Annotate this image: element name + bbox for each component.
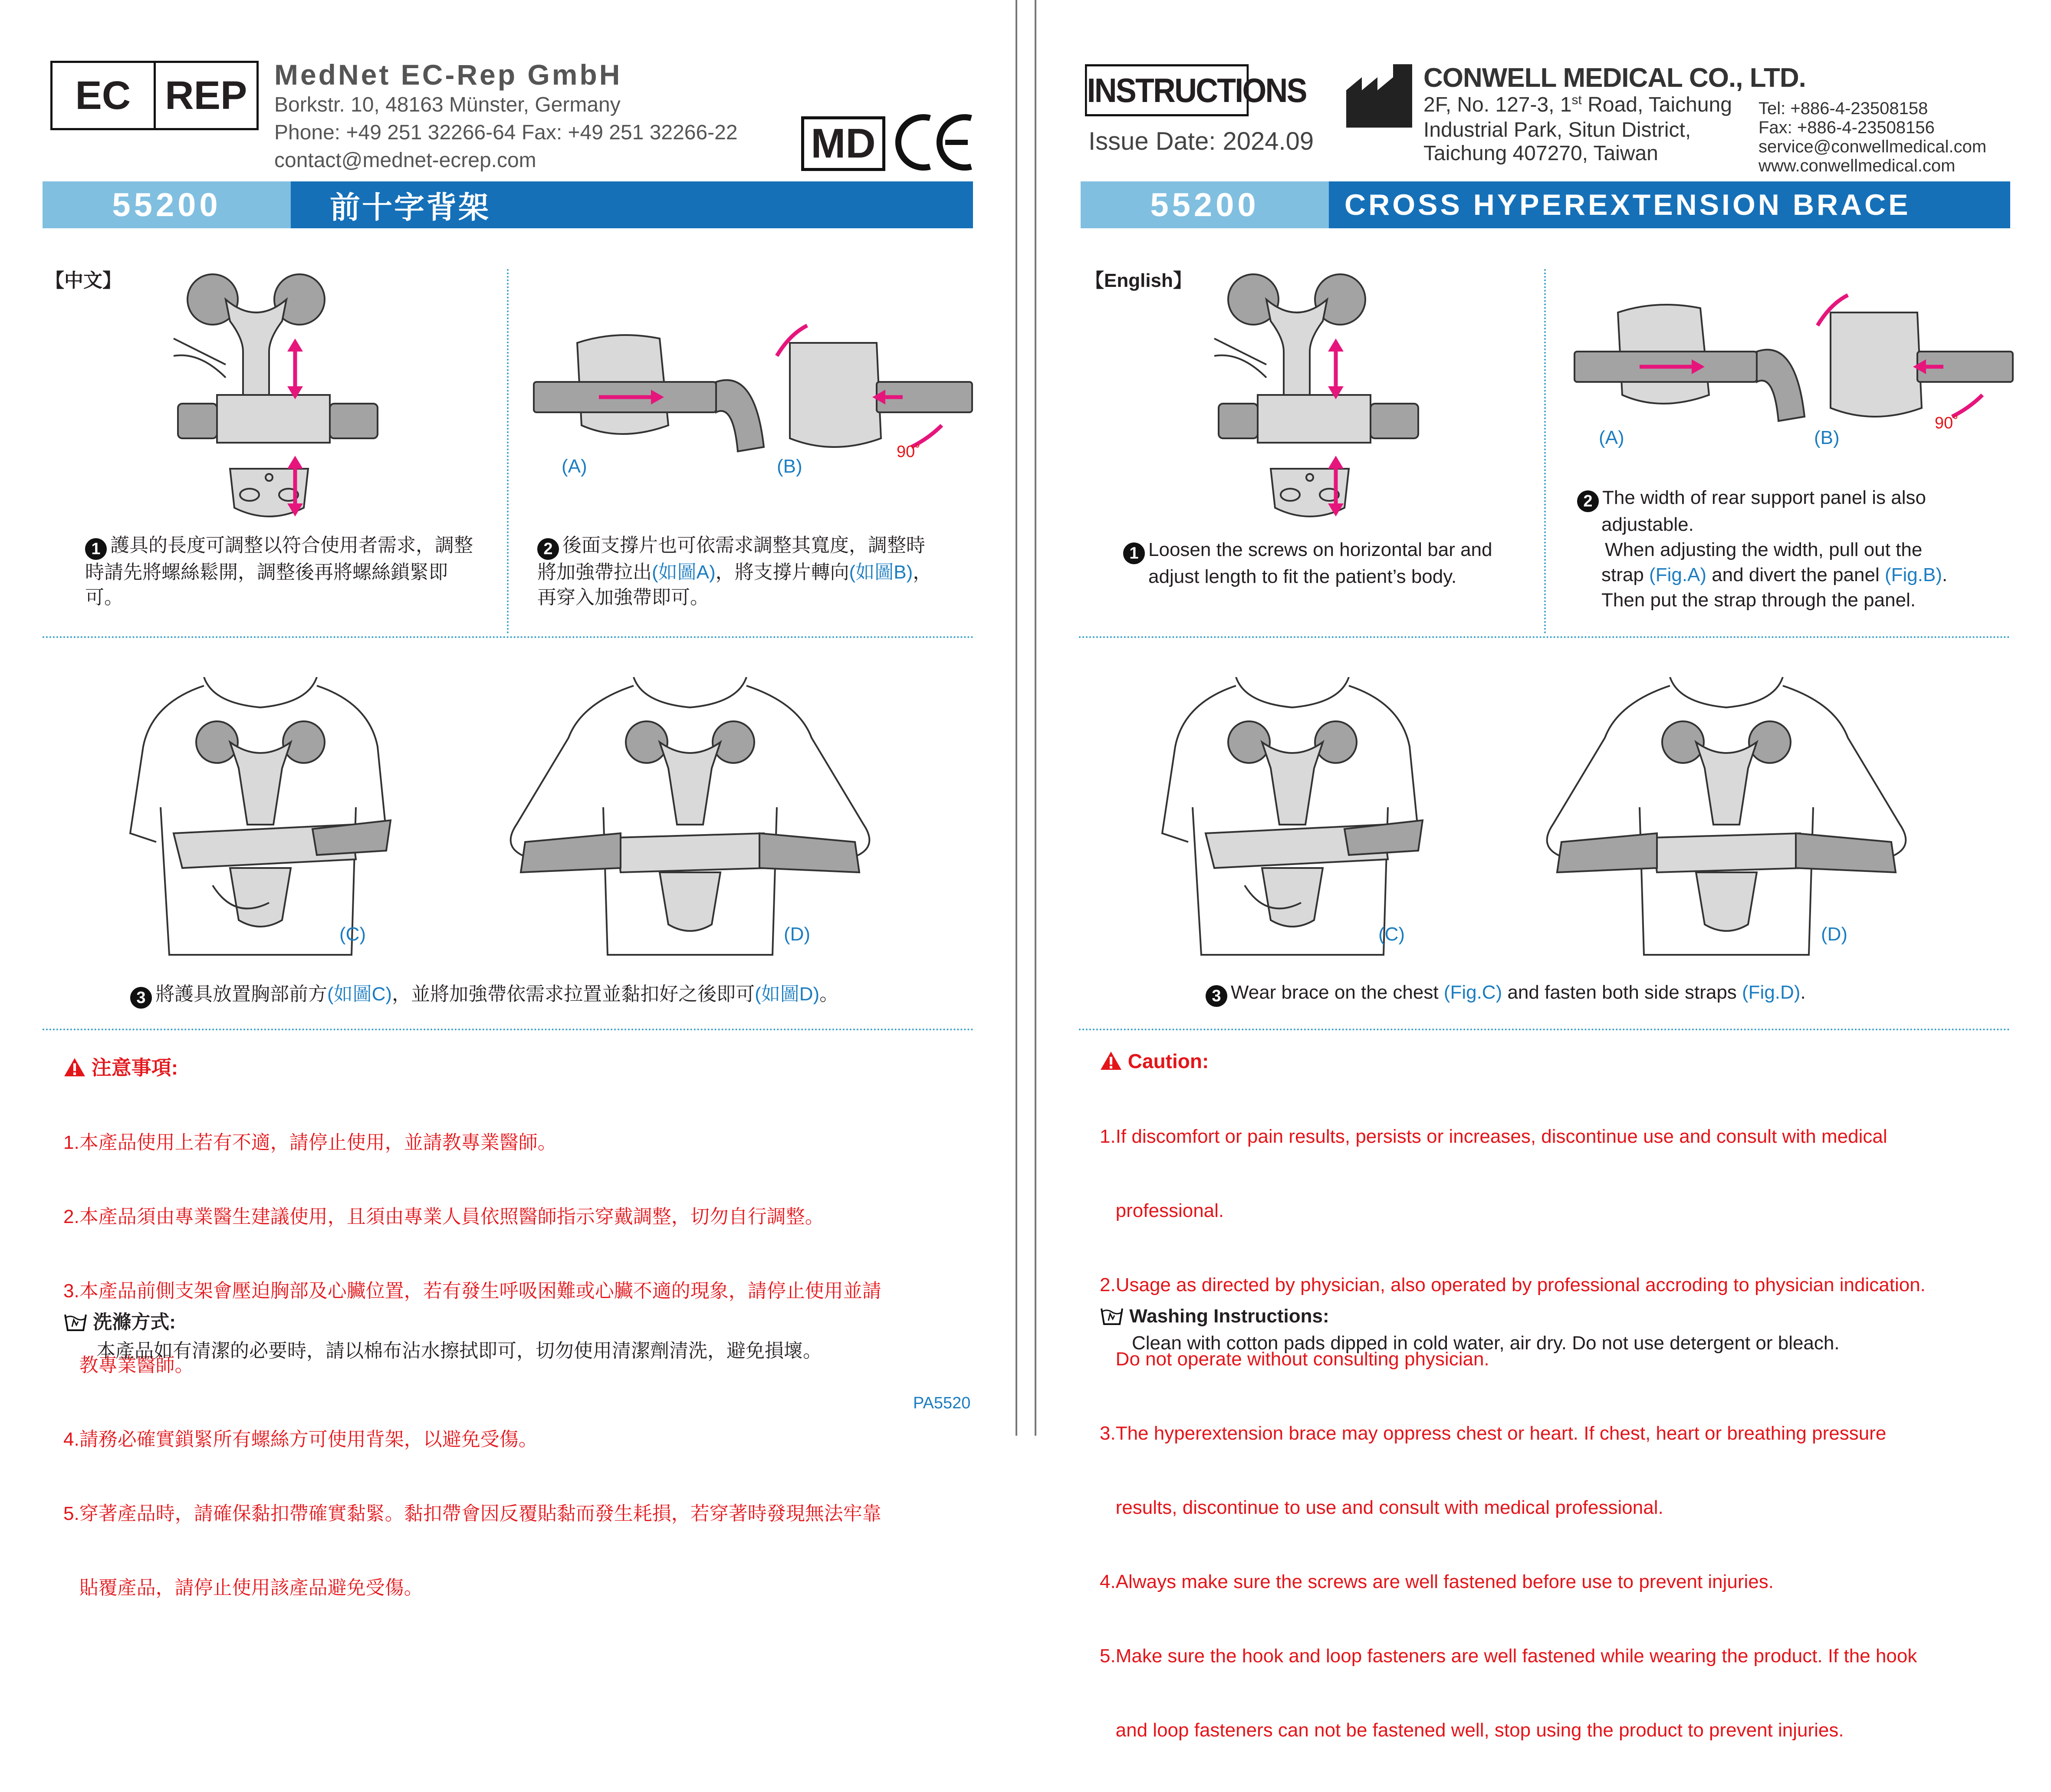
wearing-brace-figure-d: [1509, 677, 1952, 959]
washing-title: Washing Instructions:: [1129, 1305, 1329, 1327]
caution-item: professional.: [1100, 1200, 1224, 1221]
caution-item: Do not operate without consulting physician.: [1100, 1348, 1489, 1370]
washing-title: 洗滌方式:: [93, 1312, 176, 1333]
caution-list: [1100, 1075, 1926, 1792]
caution-title: 注意事項:: [91, 1056, 178, 1079]
wearing-brace-figure-c: [1158, 677, 1427, 959]
brace-adjust-illustration: [165, 265, 408, 525]
hand-wash-icon: [1100, 1306, 1124, 1326]
product-title-bar: [43, 181, 973, 228]
tel: Tel: +886-4-23508158: [1758, 99, 1928, 118]
caution-item: 1.If discomfort or pain results, persists or increases, discontinue use and consult with medical: [1100, 1126, 1887, 1147]
fig-b-ref: (Fig.B): [1885, 564, 1942, 585]
manufacturer-address-1: [1423, 93, 1732, 117]
caution-item: 2.Usage as directed by physician, also operated by professional accroding to physician indication.: [1100, 1274, 1926, 1296]
divider: [507, 269, 509, 634]
figure-b-label: (B): [777, 456, 802, 477]
caution-item: 1.本產品使用上若有不適，請停止使用，並請教專業醫師。: [63, 1132, 557, 1153]
caution-item: 貼覆產品，請停止使用該產品避免受傷。: [63, 1577, 423, 1598]
brace-adjust-illustration: [1206, 265, 1449, 525]
divider: [1079, 1029, 2010, 1030]
fig-c-ref: (Fig.C): [1443, 982, 1502, 1003]
caution-item: and loop fasteners can not be fastened well, stop using the product to prevent injuries.: [1100, 1720, 1844, 1741]
rep-email: contact@mednet-ecrep.com: [274, 149, 536, 172]
warning-icon: [63, 1057, 86, 1077]
language-label: 【English】: [1085, 270, 1192, 291]
rear-panel-illustration: [1570, 286, 2021, 430]
wearing-brace-figure-c: [126, 677, 395, 959]
step-2-body-mid: ，將支撐片轉向: [715, 562, 849, 583]
step-1-number: 1: [1123, 543, 1145, 564]
product-title-bar: [1081, 181, 2010, 228]
step-3-number: 3: [130, 987, 152, 1009]
angle-label: 90˚: [897, 443, 920, 461]
step-3-body-mid: ，並將加強帶依需求拉置並黏扣好之後即可: [392, 983, 755, 1005]
step-1-line: adjust length to fit the patient’s body.: [1148, 566, 1457, 587]
caution-item: 3.本產品前側支架會壓迫胸部及心臟位置，若有發生呼吸困難或心臟不適的現象，請停止使用並請: [63, 1280, 881, 1302]
step-2-line: [1577, 562, 1985, 588]
manufacturer-contact: [1758, 99, 1986, 175]
figure-d-label: (D): [1821, 924, 1848, 945]
warning-icon: [1100, 1051, 1122, 1071]
step-1-body: 護具的長度可調整以符合使用者需求，調整時請先將螺絲鬆開，調整後再將螺絲鎖緊即可。: [85, 535, 473, 608]
figure-c-label: (C): [1378, 924, 1405, 945]
step-3-body-mid: and fasten both side straps: [1502, 982, 1742, 1003]
step-2-number: 2: [1577, 490, 1599, 512]
caution-heading: [1100, 1049, 1209, 1073]
divider: [1079, 636, 2010, 638]
washing-heading: [1100, 1305, 1329, 1327]
caution-item: 4.請務必確實鎖緊所有螺絲方可使用背架，以避免受傷。: [63, 1429, 538, 1450]
step-3-number: 3: [1206, 985, 1227, 1007]
address-text: 2F, No. 127-3, 1: [1423, 93, 1572, 116]
divider: [43, 636, 974, 638]
manufacturer-name: CONWELL MEDICAL CO., LTD.: [1423, 63, 1806, 93]
step-2-body: and divert the panel: [1706, 564, 1885, 585]
caution-heading: [63, 1052, 178, 1081]
step-2-line: When adjusting the width, pull out the: [1605, 539, 1923, 560]
manufacturer-address-3: Taichung 407270, Taiwan: [1423, 142, 1658, 165]
washing-text: 本產品如有清潔的必要時，請以棉布沾水擦拭即可，切勿使用清潔劑清洗，避免損壞。: [96, 1340, 822, 1361]
step-2-number: 2: [537, 538, 559, 560]
fig-a-ref: (如圖A): [652, 562, 716, 583]
divider: [43, 1029, 974, 1030]
fig-d-ref: (Fig.D): [1742, 982, 1801, 1003]
step-3-body: Wear brace on the chest: [1231, 982, 1444, 1003]
figure-b-label: (B): [1814, 427, 1840, 448]
angle-label: 90˚: [1935, 414, 1959, 432]
rear-panel-illustration: [529, 317, 981, 460]
step-2-line: Then put the strap through the panel.: [1601, 589, 1916, 611]
step-2-line: adjustable.: [1601, 514, 1694, 535]
caution-item: 5.穿著產品時，請確保黏扣帶確實黏緊。黏扣帶會因反覆貼黏而發生耗損，若穿著時發現無法牢靠: [63, 1503, 881, 1524]
step-2-body-end: ，再穿入加強帶即可。: [537, 562, 932, 608]
figure-a-label: (A): [562, 456, 587, 477]
rep-phone: Phone: +49 251 32266-64 Fax: +49 251 32266-22: [274, 121, 738, 144]
english-page: [1035, 0, 2051, 1741]
fig-b-ref: (如圖B): [849, 562, 913, 583]
figure-a-label: (A): [1599, 427, 1624, 448]
rep-address: Borkstr. 10, 48163 Münster, Germany: [274, 93, 621, 116]
step-3-body-end: .: [1800, 982, 1806, 1003]
fig-d-ref: (如圖D): [755, 983, 820, 1005]
manufacturer-address-2: Industrial Park, Situn District,: [1423, 118, 1691, 141]
rep-company-name: MedNet EC-Rep GmbH: [274, 59, 622, 91]
caution-title: Caution:: [1127, 1050, 1209, 1072]
instructions-label: INSTRUCTIONS: [1085, 64, 1249, 116]
product-code: 55200: [43, 181, 291, 228]
step-1-number: 1: [85, 538, 107, 560]
caution-item: 2.本產品須由專業醫生建議使用，且須由專業人員依照醫師指示穿戴調整，切勿自行調整。: [63, 1206, 824, 1227]
caution-item: 4.Always make sure the screws are well fastened before use to prevent injuries.: [1100, 1571, 1774, 1592]
rep-label: REP: [154, 63, 257, 128]
product-name: CROSS HYPEREXTENSION BRACE: [1329, 181, 2010, 228]
language-label: 【中文】: [45, 270, 122, 291]
caution-item: 5.Make sure the hook and loop fasteners are well fastened while wearing the product. If the hook: [1100, 1645, 1917, 1667]
step-3-body: 將護具放置胸部前方: [155, 983, 327, 1005]
document-code: PA5520: [913, 1394, 971, 1412]
email: service@conwellmedical.com: [1758, 137, 1987, 156]
divider: [1544, 269, 1546, 634]
step-2-text: [1577, 485, 1985, 613]
step-2-line: [1577, 485, 1985, 512]
step-2-text: [537, 533, 937, 610]
step-1-line: [1123, 537, 1505, 564]
step-1-text: [85, 533, 476, 610]
step-3-body-end: 。: [819, 983, 839, 1005]
step-2-body: .: [1942, 564, 1948, 585]
product-code: 55200: [1081, 181, 1329, 228]
figure-c-label: (C): [339, 924, 366, 945]
issue-date: Issue Date: 2024.09: [1088, 127, 1314, 155]
ec-rep-symbol: [50, 61, 259, 130]
figure-d-label: (D): [784, 924, 811, 945]
address-superscript: st: [1571, 93, 1582, 107]
fig-a-ref: (Fig.A): [1649, 564, 1707, 585]
ce-mark-icon: [889, 112, 976, 173]
wearing-brace-figure-d: [473, 677, 916, 959]
address-text: Road, Taichung: [1581, 93, 1732, 116]
step-2-body: The width of rear support panel is also: [1602, 487, 1926, 508]
chinese-page: [0, 0, 1017, 1598]
step-3-text: [1206, 980, 1987, 1007]
md-symbol: MD: [801, 116, 885, 171]
fax: Fax: +886-4-23508156: [1758, 118, 1935, 137]
fig-c-ref: (如圖C): [327, 983, 392, 1005]
product-name: 前十字背架: [291, 181, 973, 228]
washing-heading: [63, 1306, 176, 1334]
ec-label: EC: [75, 73, 131, 118]
website: www.conwellmedical.com: [1758, 156, 1956, 175]
hand-wash-icon: [63, 1312, 88, 1332]
caution-list: [63, 1081, 881, 1650]
step-1-body: Loosen the screws on horizontal bar and: [1148, 539, 1492, 560]
step-2-body: strap: [1601, 564, 1650, 585]
manufacturer-icon: [1346, 64, 1412, 128]
step-1-text: [1123, 537, 1505, 589]
step-3-text: [130, 982, 955, 1009]
washing-text: Clean with cotton pads dipped in cold water, air dry. Do not use detergent or bleach.: [1132, 1332, 1840, 1354]
caution-item: 3.The hyperextension brace may oppress chest or heart. If chest, heart or breathing pressure: [1100, 1423, 1887, 1444]
caution-item: results, discontinue to use and consult with medical professional.: [1100, 1497, 1663, 1518]
caution-item: 教專業醫師。: [63, 1355, 194, 1376]
step-2-body: 後面支撐片也可依需求調整其寬度，調整時將加強帶拉出: [537, 535, 925, 583]
